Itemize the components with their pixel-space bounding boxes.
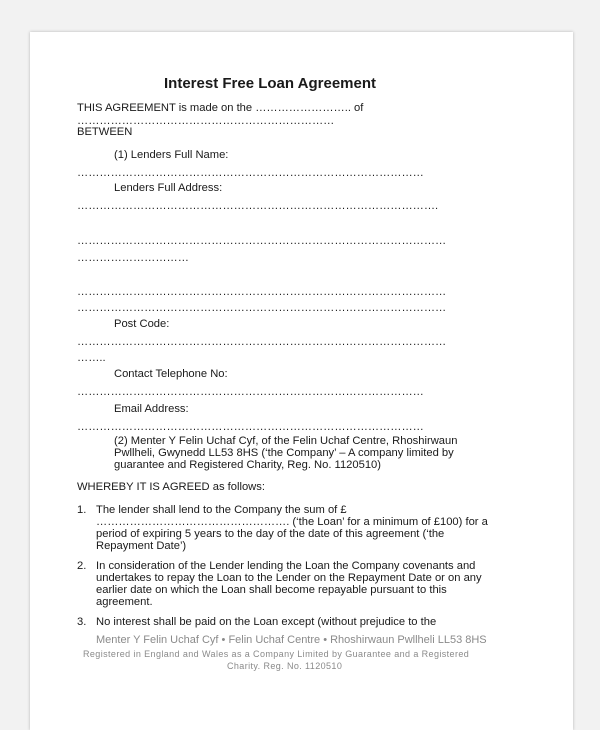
lender-address-dots-1: ……………………………………………………………………………………. [77, 200, 439, 212]
clause-1-number: 1. [77, 504, 87, 516]
lender-address-label: Lenders Full Address: [114, 182, 223, 194]
clause-3-text: No interest shall be paid on the Loan except (without prejudice to the [96, 616, 437, 628]
lender-address-dots-3: ………………………… [77, 252, 189, 264]
whereby-heading: WHEREBY IT IS AGREED as follows: [77, 481, 265, 493]
footer-charity-number: Charity. Reg. No. 1120510 [227, 661, 343, 671]
clause-3-number: 3. [77, 616, 87, 628]
clause-2-number: 2. [77, 560, 87, 572]
lender-address-dots-4: ……………………………………………………………………………………… [77, 286, 447, 298]
agreement-intro-line: THIS AGREEMENT is made on the …………………….. of [77, 102, 364, 114]
footer-registration: Registered in England and Wales as a Company Limited by Guarantee and a Registered [83, 649, 470, 659]
company-party-text: (2) Menter Y Felin Uchaf Cyf, of the Felin Uchaf Centre, Rhoshirwaun Pwllheli, Gwynedd LL53 8HS (‘the Company’ – A company limited by guarantee and Registered Charity, Reg. No. 1120510) [114, 435, 458, 471]
post-code-dots-2: …….. [77, 352, 106, 364]
footer-address: Menter Y Felin Uchaf Cyf • Felin Uchaf Centre • Rhoshirwaun Pwllheli LL53 8HS [96, 634, 487, 646]
between-heading: BETWEEN [77, 126, 133, 138]
lender-name-dots: ………………………………………………………………………………… [77, 167, 424, 179]
lender-address-dots-2: ……………………………………………………………………………………… [77, 235, 447, 247]
document-title: Interest Free Loan Agreement [164, 75, 376, 92]
clause-2-text: In consideration of the Lender lending the Loan the Company covenants and undertakes to repay the Loan to the Lender on the Repayment Date or on any earlier date on which the Loan shall become repayable pursuant to this agreement. [96, 560, 482, 608]
lender-address-dots-5: ……………………………………………………………………………………… [77, 302, 447, 314]
post-code-dots-1: ……………………………………………………………………………………… [77, 336, 447, 348]
email-dots: ………………………………………………………………………………… [77, 421, 424, 433]
document-page [30, 32, 573, 730]
agreement-intro-dots: …………………………………………………………… [77, 115, 335, 127]
post-code-label: Post Code: [114, 318, 170, 330]
clause-1-text: The lender shall lend to the Company the sum of £ ……………………………………………. (‘the Loan’ for a minimum of £100) for a period of expiring 5 years to the day of the date of this agreement (‘the Repayment Date’) [96, 504, 488, 552]
email-label: Email Address: [114, 403, 189, 415]
lender-name-label: (1) Lenders Full Name: [114, 149, 229, 161]
telephone-label: Contact Telephone No: [114, 368, 228, 380]
telephone-dots: ………………………………………………………………………………… [77, 386, 424, 398]
